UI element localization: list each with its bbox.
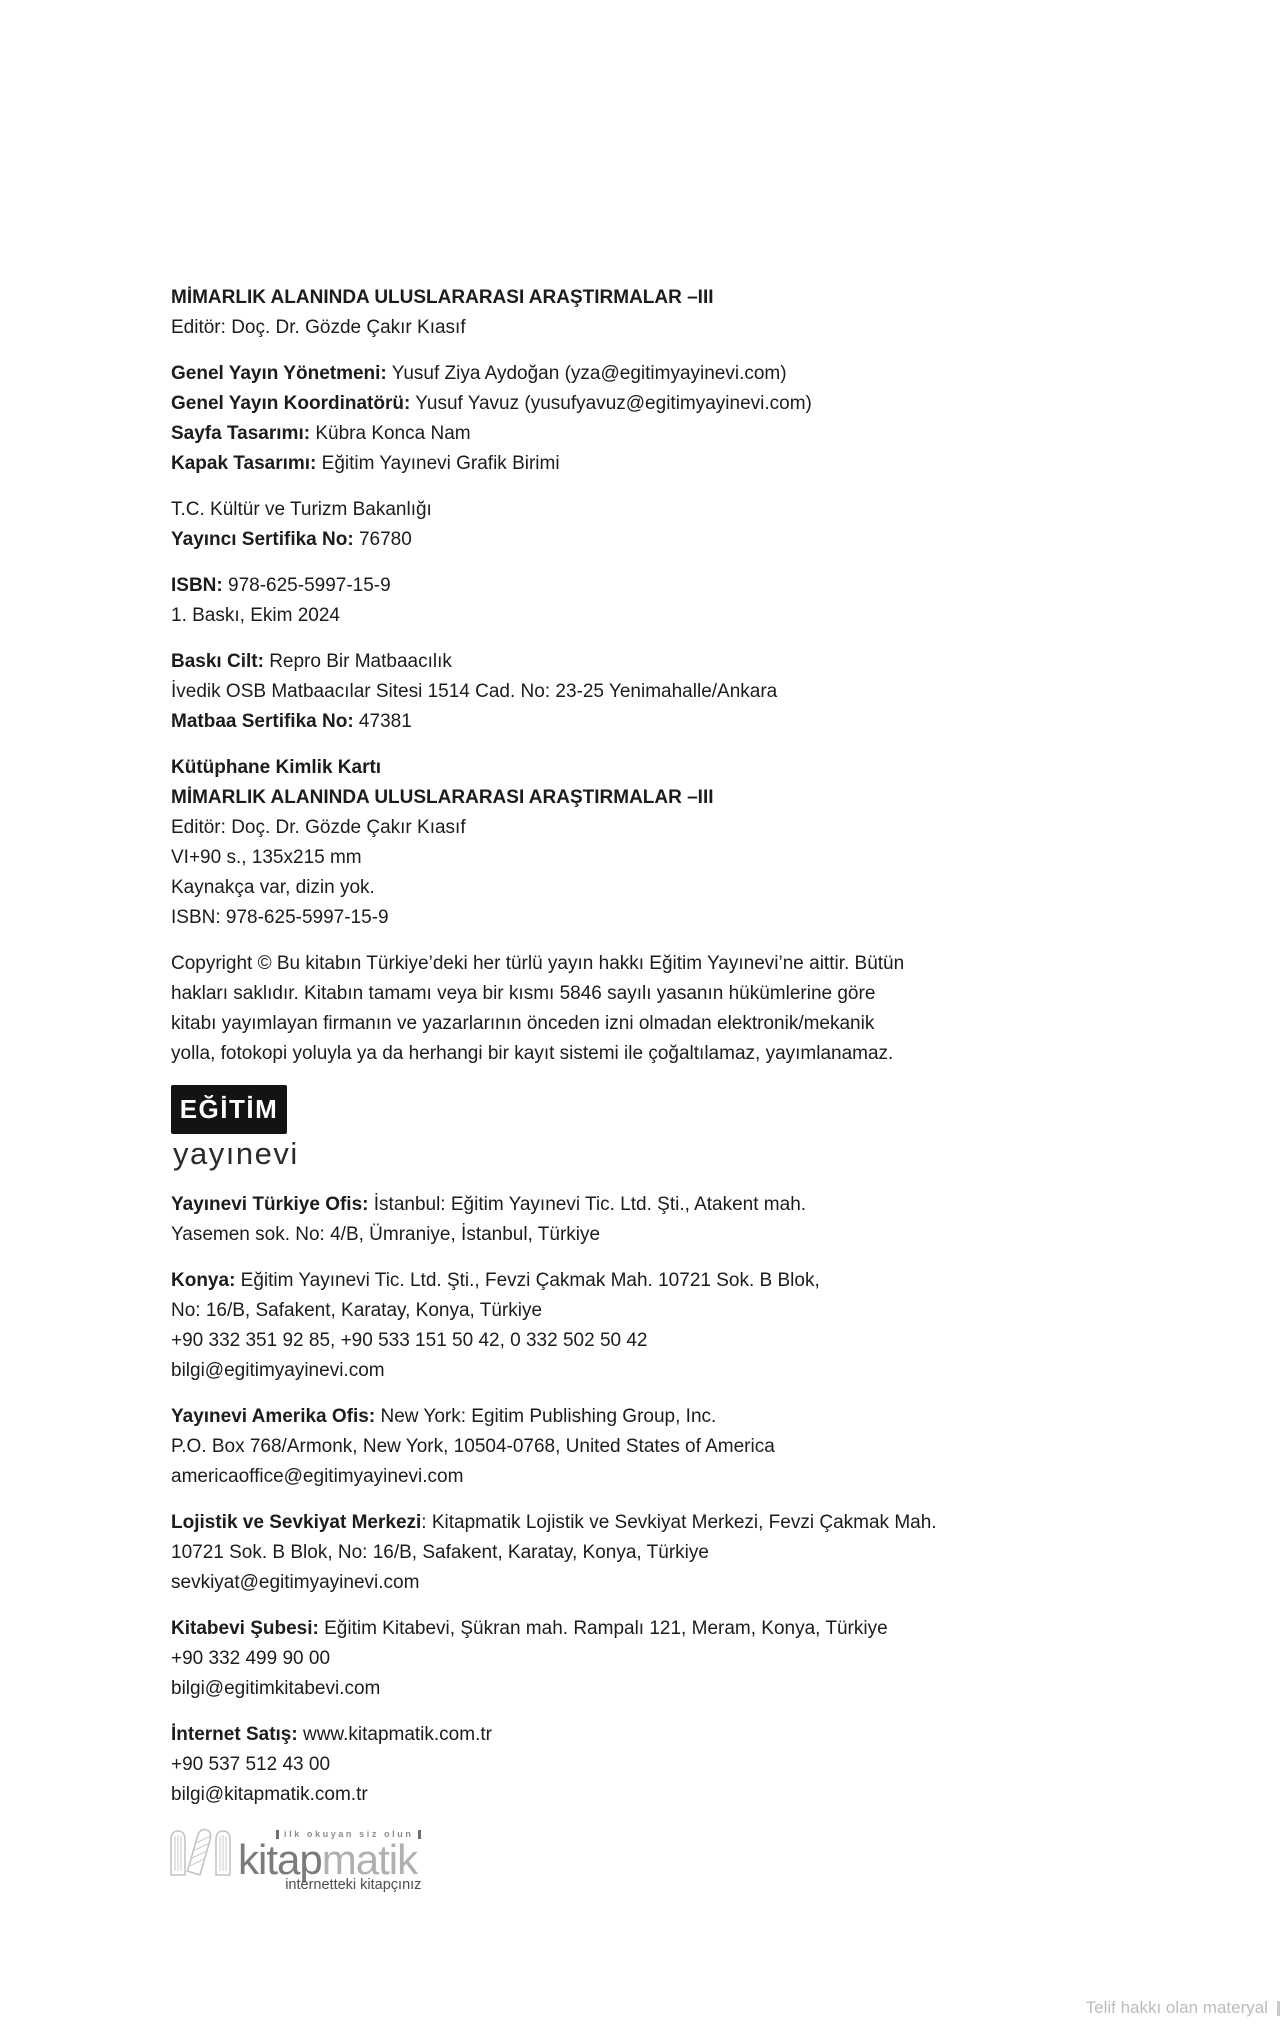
egitim-logo-subtext: yayınevi <box>173 1136 299 1171</box>
office-label: Yayınevi Türkiye Ofis: <box>171 1194 369 1215</box>
credit-row <box>171 359 1033 389</box>
office-text: Eğitim Yayınevi Tic. Ltd. Şti., Fevzi Çakmak Mah. 10721 Sok. B Blok, <box>235 1270 820 1291</box>
office-email-line: americaoffice@egitimyayinevi.com <box>171 1466 464 1487</box>
printer-certificate-row <box>171 707 1033 737</box>
library-card-heading: Kütüphane Kimlik Kartı <box>171 757 382 778</box>
credit-row <box>171 389 1033 419</box>
kitapmatik-tagline-top-text: ilk okuyan siz olun <box>284 1829 414 1839</box>
library-card-line: ISBN: 978-625-5997-15-9 <box>171 907 389 928</box>
bookstore-branch-block <box>171 1614 1033 1704</box>
credit-label: Kapak Tasarımı: <box>171 453 317 474</box>
certificate-value: 47381 <box>353 711 412 732</box>
printer-row <box>171 647 1033 677</box>
isbn-row <box>171 571 1033 601</box>
isbn-block <box>171 571 1033 631</box>
office-text: İstanbul: Eğitim Yayınevi Tic. Ltd. Şti., Atakent mah. <box>368 1194 807 1215</box>
copyright-line: yolla, fotokopi yoluyla ya da herhangi bir kayıt sistemi ile çoğaltılamaz, yayımlanamaz. <box>171 1043 894 1064</box>
publisher-certificate-row <box>171 525 1033 555</box>
library-card-block <box>171 753 1033 933</box>
office-email-line: bilgi@kitapmatik.com.tr <box>171 1784 368 1805</box>
library-card-line: Kaynakça var, dizin yok. <box>171 877 375 898</box>
library-card-line: Editör: Doç. Dr. Gözde Çakır Kıasıf <box>171 817 466 838</box>
office-row <box>171 1266 1033 1296</box>
credit-value: Eğitim Yayınevi Grafik Birimi <box>316 453 560 474</box>
printer-address: İvedik OSB Matbaacılar Sitesi 1514 Cad. No: 23-25 Yenimahalle/Ankara <box>171 681 778 702</box>
office-line: P.O. Box 768/Armonk, New York, 10504-0768, United States of America <box>171 1436 775 1457</box>
certificate-label: Matbaa Sertifika No: <box>171 711 354 732</box>
egitim-logo-box <box>171 1085 287 1134</box>
egitim-logo-text: EĞİTİM <box>179 1094 279 1124</box>
credit-label: Genel Yayın Yönetmeni: <box>171 363 387 384</box>
tagline-bar-icon <box>418 1830 421 1839</box>
edition-line: 1. Baskı, Ekim 2024 <box>171 605 340 626</box>
office-row <box>171 1614 1033 1644</box>
kitapmatik-logo-text <box>238 1826 421 1893</box>
certificate-label: Yayıncı Sertifika No: <box>171 529 354 550</box>
library-card-title: MİMARLIK ALANINDA ULUSLARARASI ARAŞTIRMALAR –III <box>171 787 714 808</box>
kitapmatik-tagline-bottom: internetteki kitapçınız <box>285 1877 422 1893</box>
office-row <box>171 1508 1033 1538</box>
credit-value: Yusuf Ziya Aydoğan (yza@egitimyayinevi.com) <box>386 363 787 384</box>
kitapmatik-word-dark: kitap <box>238 1836 322 1883</box>
book-title: MİMARLIK ALANINDA ULUSLARARASI ARAŞTIRMALAR –III <box>171 287 714 308</box>
office-label: Lojistik ve Sevkiyat Merkezi <box>171 1512 422 1533</box>
office-label: Konya: <box>171 1270 236 1291</box>
office-text: Eğitim Kitabevi, Şükran mah. Rampalı 121, Meram, Konya, Türkiye <box>318 1618 888 1639</box>
isbn-value: 978-625-5997-15-9 <box>222 575 391 596</box>
kitapmatik-wordmark <box>238 1836 421 1883</box>
office-text: New York: Egitim Publishing Group, Inc. <box>375 1406 717 1427</box>
office-label: İnternet Satış: <box>171 1724 298 1745</box>
office-turkey-block <box>171 1190 1033 1250</box>
office-email-line: bilgi@egitimkitabevi.com <box>171 1678 381 1699</box>
ministry-line: T.C. Kültür ve Turizm Bakanlığı <box>171 499 432 520</box>
certificate-value: 76780 <box>353 529 412 550</box>
office-text: www.kitapmatik.com.tr <box>297 1724 492 1745</box>
office-konya-block <box>171 1266 1033 1386</box>
office-line: No: 16/B, Safakent, Karatay, Konya, Türkiye <box>171 1300 543 1321</box>
office-phone-line: +90 332 351 92 85, +90 533 151 50 42, 0 332 502 50 42 <box>171 1330 648 1351</box>
credit-label: Sayfa Tasarımı: <box>171 423 311 444</box>
book-editor: Editör: Doç. Dr. Gözde Çakır Kıasıf <box>171 317 466 338</box>
isbn-label: ISBN: <box>171 575 223 596</box>
book-header <box>171 283 1033 343</box>
office-label: Kitabevi Şubesi: <box>171 1618 319 1639</box>
credits-block <box>171 359 1033 479</box>
printer-label: Baskı Cilt: <box>171 651 264 672</box>
copyright-line: hakları saklıdır. Kitabın tamamı veya bir kısmı 5846 sayılı yasanın hükümlerine göre <box>171 983 876 1004</box>
copyright-line: kitabı yayımlayan firmanın ve yazarlarının önceden izni olmadan elektronik/mekanik <box>171 1013 875 1034</box>
credit-row <box>171 419 1033 449</box>
office-row <box>171 1720 1033 1750</box>
egitim-yayinevi-logo <box>171 1085 1033 1174</box>
printing-block <box>171 647 1033 737</box>
office-america-block <box>171 1402 1033 1492</box>
credit-value: Kübra Konca Nam <box>310 423 471 444</box>
office-label: Yayınevi Amerika Ofis: <box>171 1406 376 1427</box>
copyright-notice <box>171 949 1033 1069</box>
office-email-line: sevkiyat@egitimyayinevi.com <box>171 1572 420 1593</box>
logistics-block <box>171 1508 1033 1598</box>
office-line: Yasemen sok. No: 4/B, Ümraniye, İstanbul, Türkiye <box>171 1224 601 1245</box>
office-phone-line: +90 332 499 90 00 <box>171 1648 331 1669</box>
kitapmatik-books-icon <box>168 1826 236 1878</box>
copyright-line: Copyright © Bu kitabın Türkiye’deki her türlü yayın hakkı Eğitim Yayınevi’ne aittir. Bütün <box>171 953 905 974</box>
office-line: 10721 Sok. B Blok, No: 16/B, Safakent, Karatay, Konya, Türkiye <box>171 1542 709 1563</box>
kitapmatik-word-light: matik <box>321 1836 418 1883</box>
credit-label: Genel Yayın Koordinatörü: <box>171 393 411 414</box>
credit-value: Yusuf Yavuz (yusufyavuz@egitimyayinevi.com) <box>410 393 812 414</box>
library-card-line: VI+90 s., 135x215 mm <box>171 847 362 868</box>
internet-sales-block <box>171 1720 1033 1810</box>
office-row <box>171 1190 1033 1220</box>
copyright-watermark: Telif hakkı olan materyal <box>1085 1998 1268 2017</box>
ministry-block <box>171 495 1033 555</box>
kitapmatik-logo <box>171 1826 1033 1893</box>
printer-value: Repro Bir Matbaacılık <box>263 651 452 672</box>
office-text: : Kitapmatik Lojistik ve Sevkiyat Merkezi, Fevzi Çakmak Mah. <box>421 1512 937 1533</box>
office-row <box>171 1402 1033 1432</box>
office-phone-line: +90 537 512 43 00 <box>171 1754 331 1775</box>
credit-row <box>171 449 1033 479</box>
colophon-content <box>171 283 1033 1893</box>
office-email-line: bilgi@egitimyayinevi.com <box>171 1360 385 1381</box>
